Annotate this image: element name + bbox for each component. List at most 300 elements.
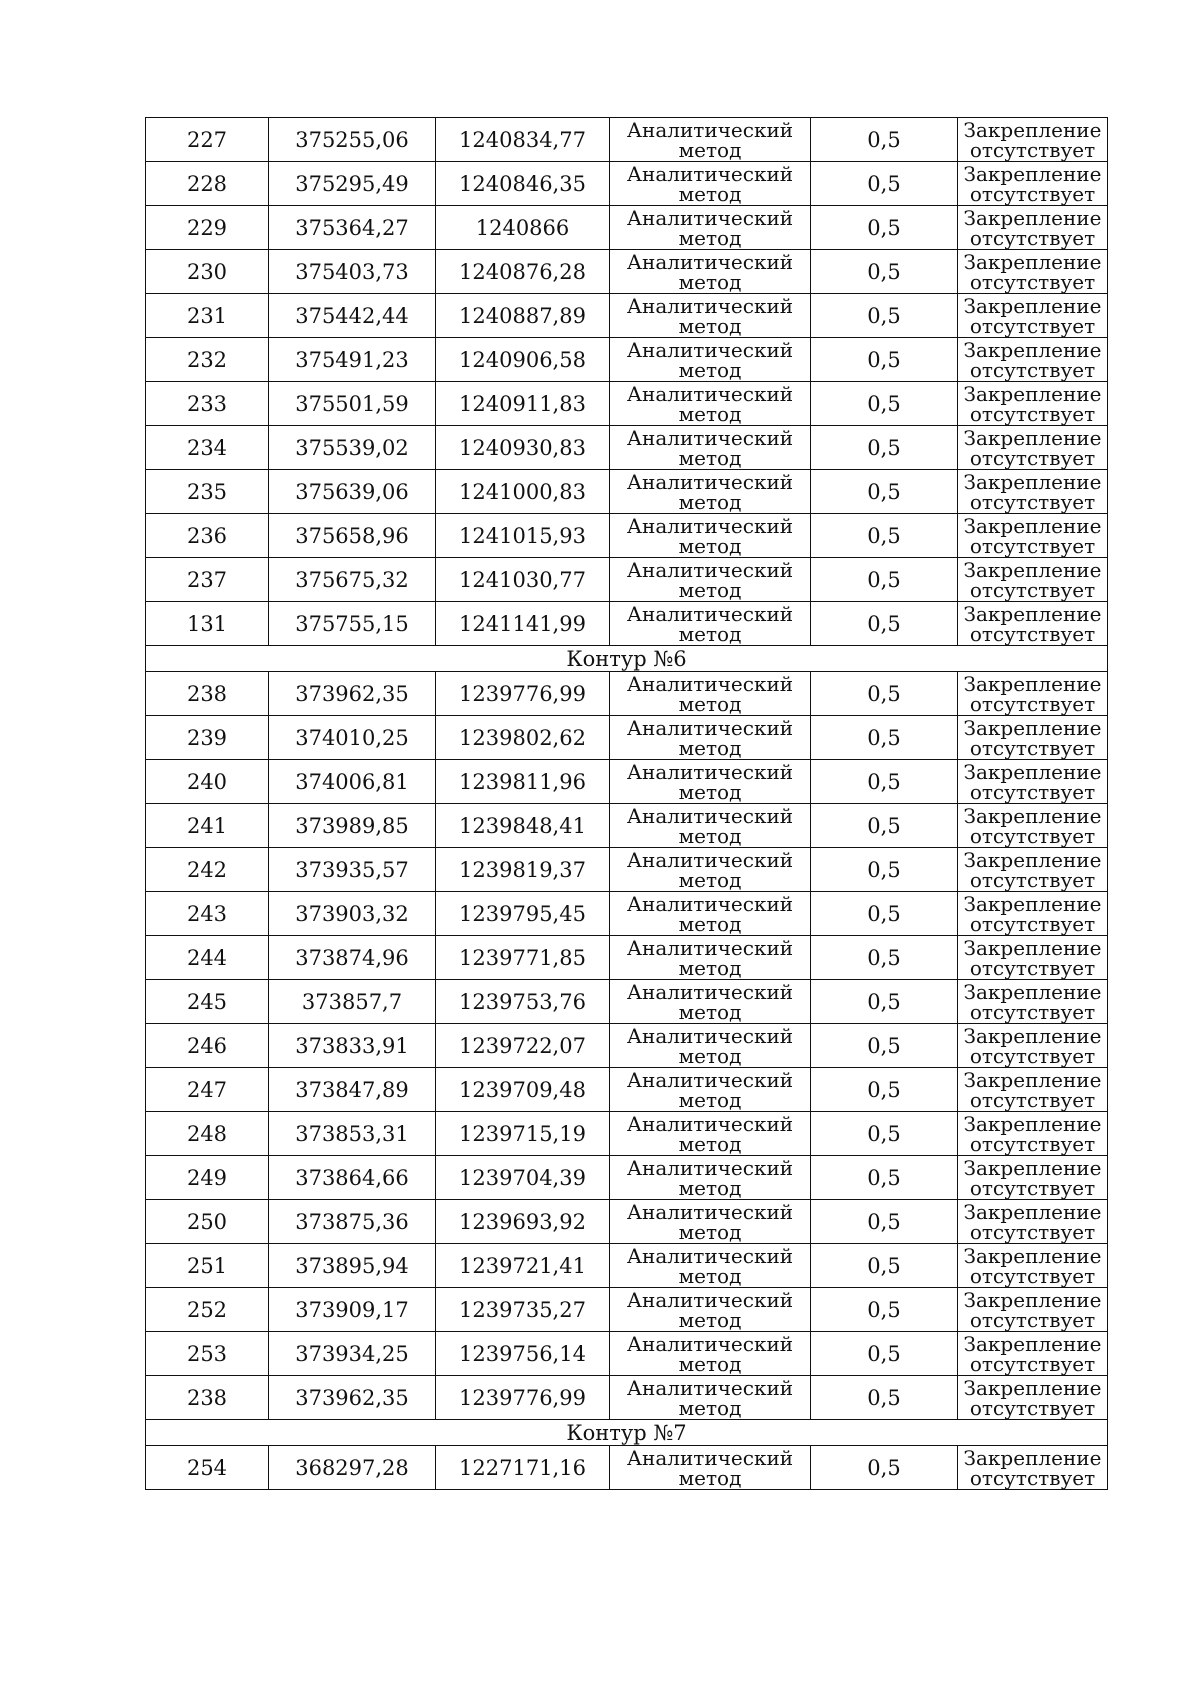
table-row bbox=[146, 804, 1108, 848]
table-row bbox=[146, 1112, 1108, 1156]
method-cell-line: метод bbox=[678, 1263, 742, 1288]
method-cell-line: Аналитический bbox=[626, 337, 794, 362]
method-cell-line: метод bbox=[678, 1219, 742, 1244]
method-cell-line: метод bbox=[678, 1131, 742, 1156]
fixation-cell-line: Закрепление bbox=[963, 161, 1102, 186]
fixation-cell-line: Закрепление bbox=[963, 117, 1102, 142]
accuracy-cell: 0,5 bbox=[811, 294, 958, 338]
fixation-cell-line: Закрепление bbox=[963, 1243, 1102, 1268]
method-cell bbox=[610, 162, 811, 206]
method-cell-line: метод bbox=[678, 1043, 742, 1068]
method-cell-line: метод bbox=[678, 1465, 742, 1490]
fixation-cell bbox=[958, 1068, 1108, 1112]
fixation-cell bbox=[958, 892, 1108, 936]
fixation-cell-line: Закрепление bbox=[963, 205, 1102, 230]
fixation-cell bbox=[958, 382, 1108, 426]
accuracy-cell: 0,5 bbox=[811, 558, 958, 602]
y-coordinate-cell: 1241141,99 bbox=[436, 602, 610, 646]
fixation-cell bbox=[958, 1200, 1108, 1244]
method-cell bbox=[610, 1024, 811, 1068]
fixation-cell-line: отсутствует bbox=[969, 1307, 1096, 1332]
y-coordinate-cell: 1239771,85 bbox=[436, 936, 610, 980]
method-cell-line: метод bbox=[678, 867, 742, 892]
fixation-cell bbox=[958, 118, 1108, 162]
x-coordinate-cell: 374010,25 bbox=[269, 716, 436, 760]
x-coordinate-cell: 373895,94 bbox=[269, 1244, 436, 1288]
method-cell-line: метод bbox=[678, 489, 742, 514]
method-cell bbox=[610, 1288, 811, 1332]
x-coordinate-cell: 375501,59 bbox=[269, 382, 436, 426]
x-coordinate-cell: 373857,7 bbox=[269, 980, 436, 1024]
fixation-cell-line: Закрепление bbox=[963, 469, 1102, 494]
fixation-cell-line: отсутствует bbox=[969, 621, 1096, 646]
method-cell-line: Аналитический bbox=[626, 1067, 794, 1092]
point-number-cell: 252 bbox=[146, 1288, 269, 1332]
fixation-cell-line: Закрепление bbox=[963, 671, 1102, 696]
x-coordinate-cell: 375539,02 bbox=[269, 426, 436, 470]
method-cell-line: метод bbox=[678, 691, 742, 716]
fixation-cell-line: отсутствует bbox=[969, 867, 1096, 892]
accuracy-cell: 0,5 bbox=[811, 206, 958, 250]
x-coordinate-cell: 373962,35 bbox=[269, 672, 436, 716]
accuracy-cell: 0,5 bbox=[811, 716, 958, 760]
fixation-cell bbox=[958, 1244, 1108, 1288]
method-cell-line: Аналитический bbox=[626, 469, 794, 494]
method-cell bbox=[610, 294, 811, 338]
method-cell-line: Аналитический bbox=[626, 1375, 794, 1400]
accuracy-cell: 0,5 bbox=[811, 980, 958, 1024]
method-cell-line: метод bbox=[678, 445, 742, 470]
fixation-cell bbox=[958, 760, 1108, 804]
fixation-cell bbox=[958, 1376, 1108, 1420]
x-coordinate-cell: 373935,57 bbox=[269, 848, 436, 892]
method-cell bbox=[610, 672, 811, 716]
method-cell bbox=[610, 250, 811, 294]
point-number-cell: 245 bbox=[146, 980, 269, 1024]
x-coordinate-cell: 375403,73 bbox=[269, 250, 436, 294]
accuracy-cell: 0,5 bbox=[811, 1200, 958, 1244]
fixation-cell-line: отсутствует bbox=[969, 1351, 1096, 1376]
method-cell bbox=[610, 338, 811, 382]
x-coordinate-cell: 375364,27 bbox=[269, 206, 436, 250]
y-coordinate-cell: 1239753,76 bbox=[436, 980, 610, 1024]
y-coordinate-cell: 1241030,77 bbox=[436, 558, 610, 602]
fixation-cell bbox=[958, 602, 1108, 646]
accuracy-cell: 0,5 bbox=[811, 804, 958, 848]
fixation-cell bbox=[958, 716, 1108, 760]
point-number-cell: 237 bbox=[146, 558, 269, 602]
fixation-cell-line: отсутствует bbox=[969, 779, 1096, 804]
method-cell bbox=[610, 760, 811, 804]
method-cell bbox=[610, 1332, 811, 1376]
method-cell bbox=[610, 1068, 811, 1112]
method-cell-line: Аналитический bbox=[626, 293, 794, 318]
accuracy-cell: 0,5 bbox=[811, 250, 958, 294]
fixation-cell-line: отсутствует bbox=[969, 823, 1096, 848]
fixation-cell-line: Закрепление bbox=[963, 1445, 1102, 1470]
y-coordinate-cell: 1241015,93 bbox=[436, 514, 610, 558]
method-cell-line: метод bbox=[678, 225, 742, 250]
table-row bbox=[146, 294, 1108, 338]
method-cell-line: Аналитический bbox=[626, 601, 794, 626]
method-cell-line: метод bbox=[678, 1307, 742, 1332]
method-cell-line: метод bbox=[678, 823, 742, 848]
fixation-cell bbox=[958, 1024, 1108, 1068]
table-row bbox=[146, 338, 1108, 382]
y-coordinate-cell: 1240846,35 bbox=[436, 162, 610, 206]
fixation-cell-line: отсутствует bbox=[969, 1395, 1096, 1420]
y-coordinate-cell: 1239776,99 bbox=[436, 1376, 610, 1420]
fixation-cell-line: отсутствует bbox=[969, 1043, 1096, 1068]
point-number-cell: 253 bbox=[146, 1332, 269, 1376]
method-cell bbox=[610, 804, 811, 848]
method-cell-line: Аналитический bbox=[626, 425, 794, 450]
coordinates-table bbox=[145, 117, 1108, 1490]
method-cell-line: Аналитический bbox=[626, 249, 794, 274]
method-cell bbox=[610, 1446, 811, 1490]
table-row bbox=[146, 250, 1108, 294]
fixation-cell-line: Закрепление bbox=[963, 759, 1102, 784]
method-cell bbox=[610, 1156, 811, 1200]
fixation-cell-line: отсутствует bbox=[969, 357, 1096, 382]
table-row bbox=[146, 162, 1108, 206]
fixation-cell-line: отсутствует bbox=[969, 533, 1096, 558]
fixation-cell-line: отсутствует bbox=[969, 313, 1096, 338]
point-number-cell: 244 bbox=[146, 936, 269, 980]
point-number-cell: 241 bbox=[146, 804, 269, 848]
fixation-cell bbox=[958, 338, 1108, 382]
method-cell bbox=[610, 558, 811, 602]
point-number-cell: 247 bbox=[146, 1068, 269, 1112]
fixation-cell bbox=[958, 848, 1108, 892]
accuracy-cell: 0,5 bbox=[811, 1068, 958, 1112]
fixation-cell-line: Закрепление bbox=[963, 891, 1102, 916]
fixation-cell-line: Закрепление bbox=[963, 1331, 1102, 1356]
fixation-cell-line: Закрепление bbox=[963, 1023, 1102, 1048]
table-row bbox=[146, 1068, 1108, 1112]
fixation-cell-line: отсутствует bbox=[969, 181, 1096, 206]
x-coordinate-cell: 373934,25 bbox=[269, 1332, 436, 1376]
x-coordinate-cell: 375295,49 bbox=[269, 162, 436, 206]
method-cell-line: метод bbox=[678, 269, 742, 294]
method-cell bbox=[610, 1376, 811, 1420]
accuracy-cell: 0,5 bbox=[811, 602, 958, 646]
method-cell bbox=[610, 118, 811, 162]
x-coordinate-cell: 375658,96 bbox=[269, 514, 436, 558]
y-coordinate-cell: 1239795,45 bbox=[436, 892, 610, 936]
table-row bbox=[146, 980, 1108, 1024]
table-row bbox=[146, 1024, 1108, 1068]
table-row bbox=[146, 1288, 1108, 1332]
method-cell-line: метод bbox=[678, 533, 742, 558]
x-coordinate-cell: 373833,91 bbox=[269, 1024, 436, 1068]
method-cell-line: Аналитический bbox=[626, 671, 794, 696]
accuracy-cell: 0,5 bbox=[811, 1376, 958, 1420]
method-cell bbox=[610, 848, 811, 892]
x-coordinate-cell: 375675,32 bbox=[269, 558, 436, 602]
fixation-cell bbox=[958, 426, 1108, 470]
method-cell bbox=[610, 514, 811, 558]
method-cell bbox=[610, 426, 811, 470]
table-row bbox=[146, 672, 1108, 716]
method-cell bbox=[610, 980, 811, 1024]
method-cell-line: Аналитический bbox=[626, 557, 794, 582]
point-number-cell: 235 bbox=[146, 470, 269, 514]
point-number-cell: 233 bbox=[146, 382, 269, 426]
table-row bbox=[146, 716, 1108, 760]
method-cell-line: метод bbox=[678, 999, 742, 1024]
fixation-cell bbox=[958, 294, 1108, 338]
fixation-cell-line: Закрепление bbox=[963, 1155, 1102, 1180]
fixation-cell-line: отсутствует bbox=[969, 445, 1096, 470]
y-coordinate-cell: 1239709,48 bbox=[436, 1068, 610, 1112]
contour-section-row bbox=[146, 646, 1108, 672]
fixation-cell-line: отсутствует bbox=[969, 1175, 1096, 1200]
fixation-cell bbox=[958, 162, 1108, 206]
y-coordinate-cell: 1239722,07 bbox=[436, 1024, 610, 1068]
point-number-cell: 243 bbox=[146, 892, 269, 936]
fixation-cell-line: отсутствует bbox=[969, 401, 1096, 426]
accuracy-cell: 0,5 bbox=[811, 1446, 958, 1490]
fixation-cell-line: Закрепление bbox=[963, 1067, 1102, 1092]
point-number-cell: 234 bbox=[146, 426, 269, 470]
table-row bbox=[146, 1156, 1108, 1200]
y-coordinate-cell: 1227171,16 bbox=[436, 1446, 610, 1490]
fixation-cell-line: Закрепление bbox=[963, 513, 1102, 538]
x-coordinate-cell: 375442,44 bbox=[269, 294, 436, 338]
fixation-cell bbox=[958, 206, 1108, 250]
y-coordinate-cell: 1239776,99 bbox=[436, 672, 610, 716]
fixation-cell-line: Закрепление bbox=[963, 601, 1102, 626]
method-cell-line: Аналитический bbox=[626, 891, 794, 916]
method-cell-line: Аналитический bbox=[626, 117, 794, 142]
x-coordinate-cell: 368297,28 bbox=[269, 1446, 436, 1490]
method-cell-line: Аналитический bbox=[626, 1199, 794, 1224]
method-cell-line: метод bbox=[678, 621, 742, 646]
fixation-cell-line: Закрепление bbox=[963, 1375, 1102, 1400]
x-coordinate-cell: 373962,35 bbox=[269, 1376, 436, 1420]
accuracy-cell: 0,5 bbox=[811, 672, 958, 716]
method-cell-line: метод bbox=[678, 1351, 742, 1376]
method-cell-line: Аналитический bbox=[626, 847, 794, 872]
y-coordinate-cell: 1240876,28 bbox=[436, 250, 610, 294]
y-coordinate-cell: 1239693,92 bbox=[436, 1200, 610, 1244]
table-row bbox=[146, 1200, 1108, 1244]
fixation-cell bbox=[958, 558, 1108, 602]
accuracy-cell: 0,5 bbox=[811, 426, 958, 470]
table-row bbox=[146, 558, 1108, 602]
method-cell-line: метод bbox=[678, 357, 742, 382]
x-coordinate-cell: 373847,89 bbox=[269, 1068, 436, 1112]
accuracy-cell: 0,5 bbox=[811, 1244, 958, 1288]
y-coordinate-cell: 1239848,41 bbox=[436, 804, 610, 848]
method-cell-line: Аналитический bbox=[626, 1023, 794, 1048]
method-cell bbox=[610, 1200, 811, 1244]
method-cell bbox=[610, 1244, 811, 1288]
fixation-cell-line: Закрепление bbox=[963, 935, 1102, 960]
point-number-cell: 240 bbox=[146, 760, 269, 804]
y-coordinate-cell: 1240930,83 bbox=[436, 426, 610, 470]
x-coordinate-cell: 375491,23 bbox=[269, 338, 436, 382]
point-number-cell: 250 bbox=[146, 1200, 269, 1244]
x-coordinate-cell: 373874,96 bbox=[269, 936, 436, 980]
contour-title: Контур №6 bbox=[146, 646, 1108, 672]
method-cell-line: Аналитический bbox=[626, 759, 794, 784]
coordinates-table-body bbox=[146, 118, 1108, 1490]
method-cell bbox=[610, 892, 811, 936]
table-row bbox=[146, 936, 1108, 980]
fixation-cell-line: отсутствует bbox=[969, 691, 1096, 716]
fixation-cell-line: отсутствует bbox=[969, 1087, 1096, 1112]
point-number-cell: 254 bbox=[146, 1446, 269, 1490]
method-cell bbox=[610, 936, 811, 980]
accuracy-cell: 0,5 bbox=[811, 1156, 958, 1200]
method-cell bbox=[610, 1112, 811, 1156]
y-coordinate-cell: 1239811,96 bbox=[436, 760, 610, 804]
accuracy-cell: 0,5 bbox=[811, 848, 958, 892]
fixation-cell-line: Закрепление bbox=[963, 715, 1102, 740]
table-row bbox=[146, 1244, 1108, 1288]
method-cell-line: Аналитический bbox=[626, 1287, 794, 1312]
y-coordinate-cell: 1241000,83 bbox=[436, 470, 610, 514]
x-coordinate-cell: 374006,81 bbox=[269, 760, 436, 804]
fixation-cell-line: Закрепление bbox=[963, 557, 1102, 582]
point-number-cell: 238 bbox=[146, 1376, 269, 1420]
fixation-cell-line: отсутствует bbox=[969, 911, 1096, 936]
table-row bbox=[146, 118, 1108, 162]
fixation-cell-line: отсутствует bbox=[969, 1465, 1096, 1490]
fixation-cell-line: отсутствует bbox=[969, 269, 1096, 294]
point-number-cell: 229 bbox=[146, 206, 269, 250]
method-cell-line: метод bbox=[678, 911, 742, 936]
method-cell bbox=[610, 206, 811, 250]
x-coordinate-cell: 373903,32 bbox=[269, 892, 436, 936]
method-cell-line: метод bbox=[678, 955, 742, 980]
accuracy-cell: 0,5 bbox=[811, 470, 958, 514]
method-cell-line: метод bbox=[678, 779, 742, 804]
y-coordinate-cell: 1239802,62 bbox=[436, 716, 610, 760]
method-cell bbox=[610, 716, 811, 760]
fixation-cell bbox=[958, 1332, 1108, 1376]
accuracy-cell: 0,5 bbox=[811, 382, 958, 426]
fixation-cell-line: Закрепление bbox=[963, 425, 1102, 450]
fixation-cell-line: отсутствует bbox=[969, 489, 1096, 514]
x-coordinate-cell: 375755,15 bbox=[269, 602, 436, 646]
fixation-cell-line: Закрепление bbox=[963, 803, 1102, 828]
point-number-cell: 246 bbox=[146, 1024, 269, 1068]
method-cell-line: Аналитический bbox=[626, 935, 794, 960]
table-row bbox=[146, 760, 1108, 804]
y-coordinate-cell: 1239819,37 bbox=[436, 848, 610, 892]
accuracy-cell: 0,5 bbox=[811, 162, 958, 206]
method-cell-line: Аналитический bbox=[626, 803, 794, 828]
point-number-cell: 249 bbox=[146, 1156, 269, 1200]
fixation-cell bbox=[958, 1288, 1108, 1332]
table-row bbox=[146, 426, 1108, 470]
point-number-cell: 248 bbox=[146, 1112, 269, 1156]
x-coordinate-cell: 373875,36 bbox=[269, 1200, 436, 1244]
table-row bbox=[146, 206, 1108, 250]
fixation-cell-line: отсутствует bbox=[969, 1219, 1096, 1244]
method-cell-line: Аналитический bbox=[626, 513, 794, 538]
y-coordinate-cell: 1240911,83 bbox=[436, 382, 610, 426]
x-coordinate-cell: 375639,06 bbox=[269, 470, 436, 514]
point-number-cell: 231 bbox=[146, 294, 269, 338]
fixation-cell bbox=[958, 470, 1108, 514]
y-coordinate-cell: 1239715,19 bbox=[436, 1112, 610, 1156]
fixation-cell bbox=[958, 672, 1108, 716]
method-cell-line: Аналитический bbox=[626, 1111, 794, 1136]
method-cell bbox=[610, 602, 811, 646]
method-cell-line: Аналитический bbox=[626, 205, 794, 230]
accuracy-cell: 0,5 bbox=[811, 760, 958, 804]
y-coordinate-cell: 1240906,58 bbox=[436, 338, 610, 382]
method-cell-line: Аналитический bbox=[626, 381, 794, 406]
table-row bbox=[146, 892, 1108, 936]
accuracy-cell: 0,5 bbox=[811, 514, 958, 558]
method-cell-line: метод bbox=[678, 1087, 742, 1112]
fixation-cell bbox=[958, 980, 1108, 1024]
fixation-cell-line: Закрепление bbox=[963, 381, 1102, 406]
y-coordinate-cell: 1239735,27 bbox=[436, 1288, 610, 1332]
method-cell-line: метод bbox=[678, 1175, 742, 1200]
fixation-cell-line: отсутствует bbox=[969, 1131, 1096, 1156]
fixation-cell-line: Закрепление bbox=[963, 847, 1102, 872]
method-cell-line: Аналитический bbox=[626, 1445, 794, 1470]
fixation-cell bbox=[958, 514, 1108, 558]
x-coordinate-cell: 373864,66 bbox=[269, 1156, 436, 1200]
contour-section-row bbox=[146, 1420, 1108, 1446]
fixation-cell-line: отсутствует bbox=[969, 955, 1096, 980]
x-coordinate-cell: 373909,17 bbox=[269, 1288, 436, 1332]
accuracy-cell: 0,5 bbox=[811, 118, 958, 162]
fixation-cell-line: Закрепление bbox=[963, 979, 1102, 1004]
method-cell bbox=[610, 470, 811, 514]
fixation-cell-line: Закрепление bbox=[963, 337, 1102, 362]
point-number-cell: 230 bbox=[146, 250, 269, 294]
accuracy-cell: 0,5 bbox=[811, 892, 958, 936]
fixation-cell-line: Закрепление bbox=[963, 1287, 1102, 1312]
accuracy-cell: 0,5 bbox=[811, 1332, 958, 1376]
fixation-cell-line: отсутствует bbox=[969, 999, 1096, 1024]
method-cell-line: Аналитический bbox=[626, 979, 794, 1004]
point-number-cell: 232 bbox=[146, 338, 269, 382]
method-cell-line: Аналитический bbox=[626, 715, 794, 740]
method-cell-line: метод bbox=[678, 137, 742, 162]
accuracy-cell: 0,5 bbox=[811, 1288, 958, 1332]
method-cell-line: метод bbox=[678, 313, 742, 338]
y-coordinate-cell: 1239756,14 bbox=[436, 1332, 610, 1376]
point-number-cell: 251 bbox=[146, 1244, 269, 1288]
x-coordinate-cell: 375255,06 bbox=[269, 118, 436, 162]
point-number-cell: 236 bbox=[146, 514, 269, 558]
method-cell-line: метод bbox=[678, 401, 742, 426]
fixation-cell bbox=[958, 1156, 1108, 1200]
table-row bbox=[146, 470, 1108, 514]
fixation-cell-line: отсутствует bbox=[969, 1263, 1096, 1288]
table-row bbox=[146, 848, 1108, 892]
fixation-cell-line: отсутствует bbox=[969, 225, 1096, 250]
method-cell-line: Аналитический bbox=[626, 1331, 794, 1356]
fixation-cell-line: отсутствует bbox=[969, 577, 1096, 602]
y-coordinate-cell: 1240866 bbox=[436, 206, 610, 250]
method-cell-line: Аналитический bbox=[626, 161, 794, 186]
accuracy-cell: 0,5 bbox=[811, 936, 958, 980]
method-cell-line: Аналитический bbox=[626, 1155, 794, 1180]
table-row bbox=[146, 1446, 1108, 1490]
table-row bbox=[146, 514, 1108, 558]
point-number-cell: 131 bbox=[146, 602, 269, 646]
